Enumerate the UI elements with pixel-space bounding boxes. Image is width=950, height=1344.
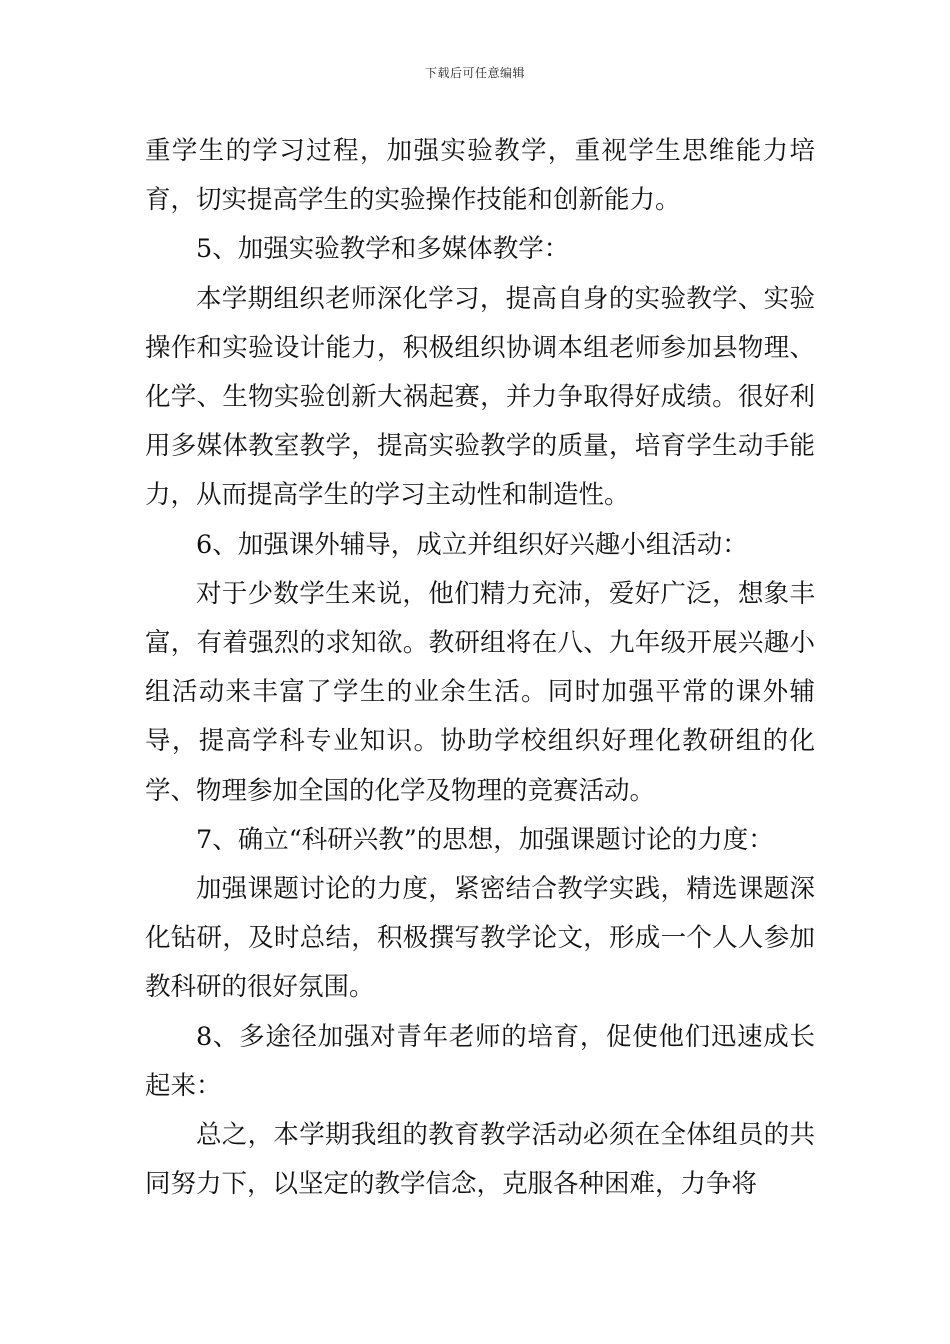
document-body xyxy=(145,127,815,1209)
paragraph: 总之，本学期我组的教育教学活动必须在全体组员的共同努力下，以坚定的教学信念，克服各种困难，力争将 xyxy=(145,1120,815,1200)
section-heading: 8、多途径加强对青年老师的培育，促使他们迅速成长起来： xyxy=(145,1021,815,1101)
page-header-note: 下载后可任意编辑 xyxy=(424,66,525,80)
paragraph: 加强课题讨论的力度，紧密结合教学实践，精选课题深化钻研，及时总结，积极撰写教学论文，形成一个人人参加教科研的很好氛围。 xyxy=(145,874,815,1003)
paragraph: 对于少数学生来说，他们精力充沛，爱好广泛，想象丰富，有着强烈的求知欲。教研组将在八、九年级开展兴趣小组活动来丰富了学生的业余生活。同时加强平常的课外辅导，提高学科专业知识。协助学校组织好理化教研组的化学、物理参加全国的化学及物理的竞赛活动。 xyxy=(145,578,815,806)
section-heading: 5、加强实验教学和多媒体教学： xyxy=(196,234,570,265)
paragraph: 本学期组织老师深化学习，提高自身的实验教学、实验操作和实验设计能力，积极组织协调本组老师参加县物理、化学、生物实验创新大祸起赛，并力争取得好成绩。很好利用多媒体教室教学，提高实验教学的质量，培育学生动手能力，从而提高学生的学习主动性和制造性。 xyxy=(145,283,815,511)
section-heading: 7、确立“科研兴教”的思想，加强课题讨论的力度： xyxy=(196,824,774,855)
paragraph: 重学生的学习过程，加强实验教学，重视学生思维能力培育，切实提高学生的实验操作技能和创新能力。 xyxy=(145,136,815,216)
section-heading: 6、加强课外辅导，成立并组织好兴趣小组活动： xyxy=(196,529,748,560)
